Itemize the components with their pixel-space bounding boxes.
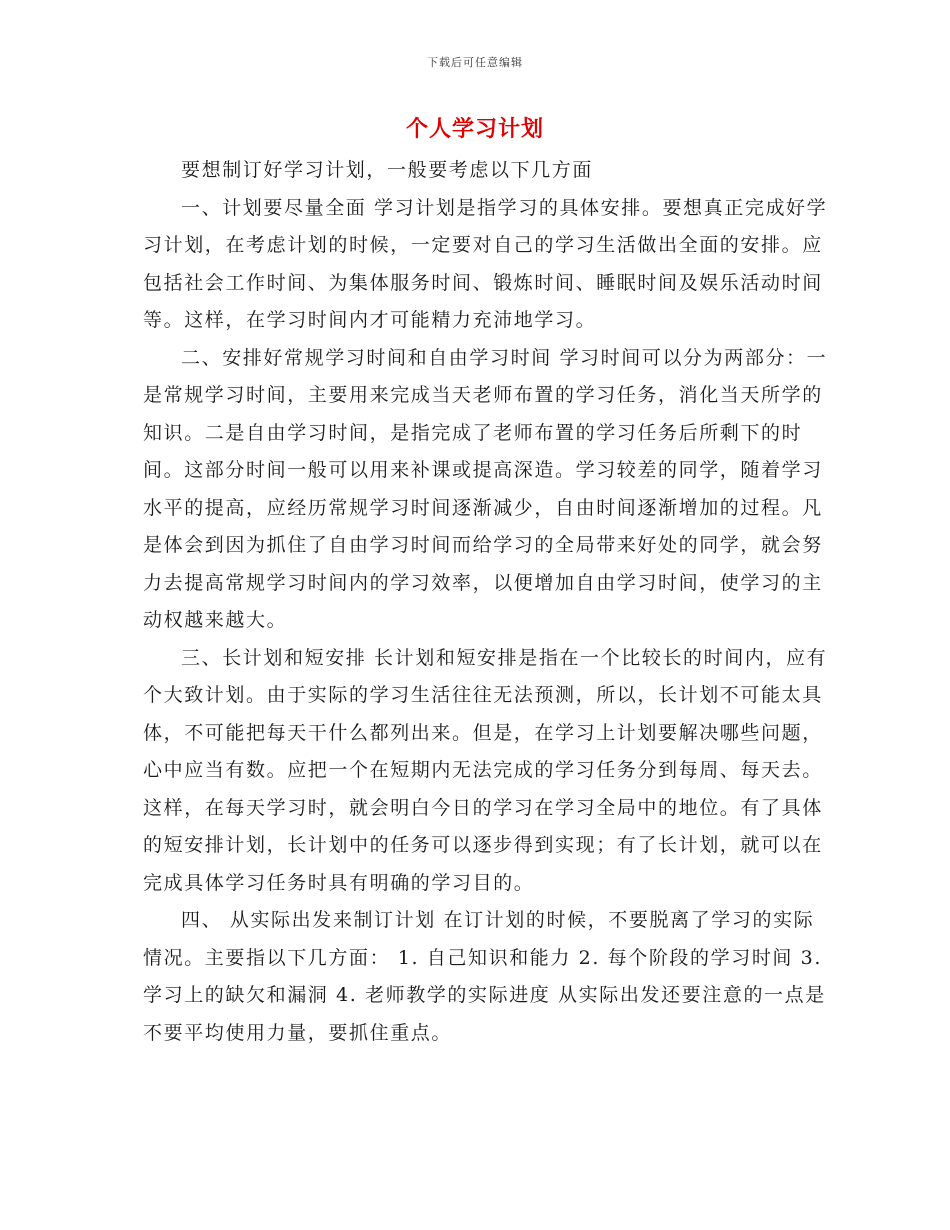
page-header-note: 下载后可任意编辑 <box>427 56 523 69</box>
paragraph-section-1: 一、计划要尽量全面 学习计划是指学习的具体安排。要想真正完成好学习计划，在考虑计划的时候，一定要对自己的学习生活做出全面的安排。应包括社会工作时间、为集体服务时间、锻炼时间、睡眠时间及娱乐活动时间等。这样，在学习时间内才可能精力充沛地学习。 <box>143 196 828 331</box>
paragraph-intro: 要想制订好学习计划，一般要考虑以下几方面 <box>181 159 594 181</box>
paragraph-section-4: 四、 从实际出发来制订计划 在订计划的时候，不要脱离了学习的实际情况。主要指以下几方面： 1. 自己知识和能力 2. 每个阶段的学习时间 3. 学习上的缺欠和漏洞 4. 老师教学的实际进度 从实际出发还要注意的一点是不要平均使用力量，要抓住重点。 <box>143 909 826 1044</box>
paragraph-section-2: 二、安排好常规学习时间和自由学习时间 学习时间可以分为两部分：一是常规学习时间，主要用来完成当天老师布置的学习任务，消化当天所学的知识。二是自由学习时间，是指完成了老师布置的学习任务后所剩下的时间。这部分时间一般可以用来补课或提高深造。学习较差的同学，随着学习水平的提高，应经历常规学习时间逐渐减少，自由时间逐渐增加的过程。凡是体会到因为抓住了自由学习时间而给学习的全局带来好处的同学，就会努力去提高常规学习时间内的学习效率，以便增加自由学习时间，使学习的主动权越来越大。 <box>143 346 828 631</box>
document-body <box>143 152 833 1052</box>
document-title: 个人学习计划 <box>405 116 544 142</box>
paragraph-section-3: 三、长计划和短安排 长计划和短安排是指在一个比较长的时间内，应有个大致计划。由于实际的学习生活往往无法预测，所以，长计划不可能太具体，不可能把每天干什么都列出来。但是，在学习上计划要解决哪些问题，心中应当有数。应把一个在短期内无法完成的学习任务分到每周、每天去。这样，在每天学习时，就会明白今日的学习在学习全局中的地位。有了具体的短安排计划，长计划中的任务可以逐步得到实现；有了长计划，就可以在完成具体学习任务时具有明确的学习目的。 <box>143 646 828 894</box>
